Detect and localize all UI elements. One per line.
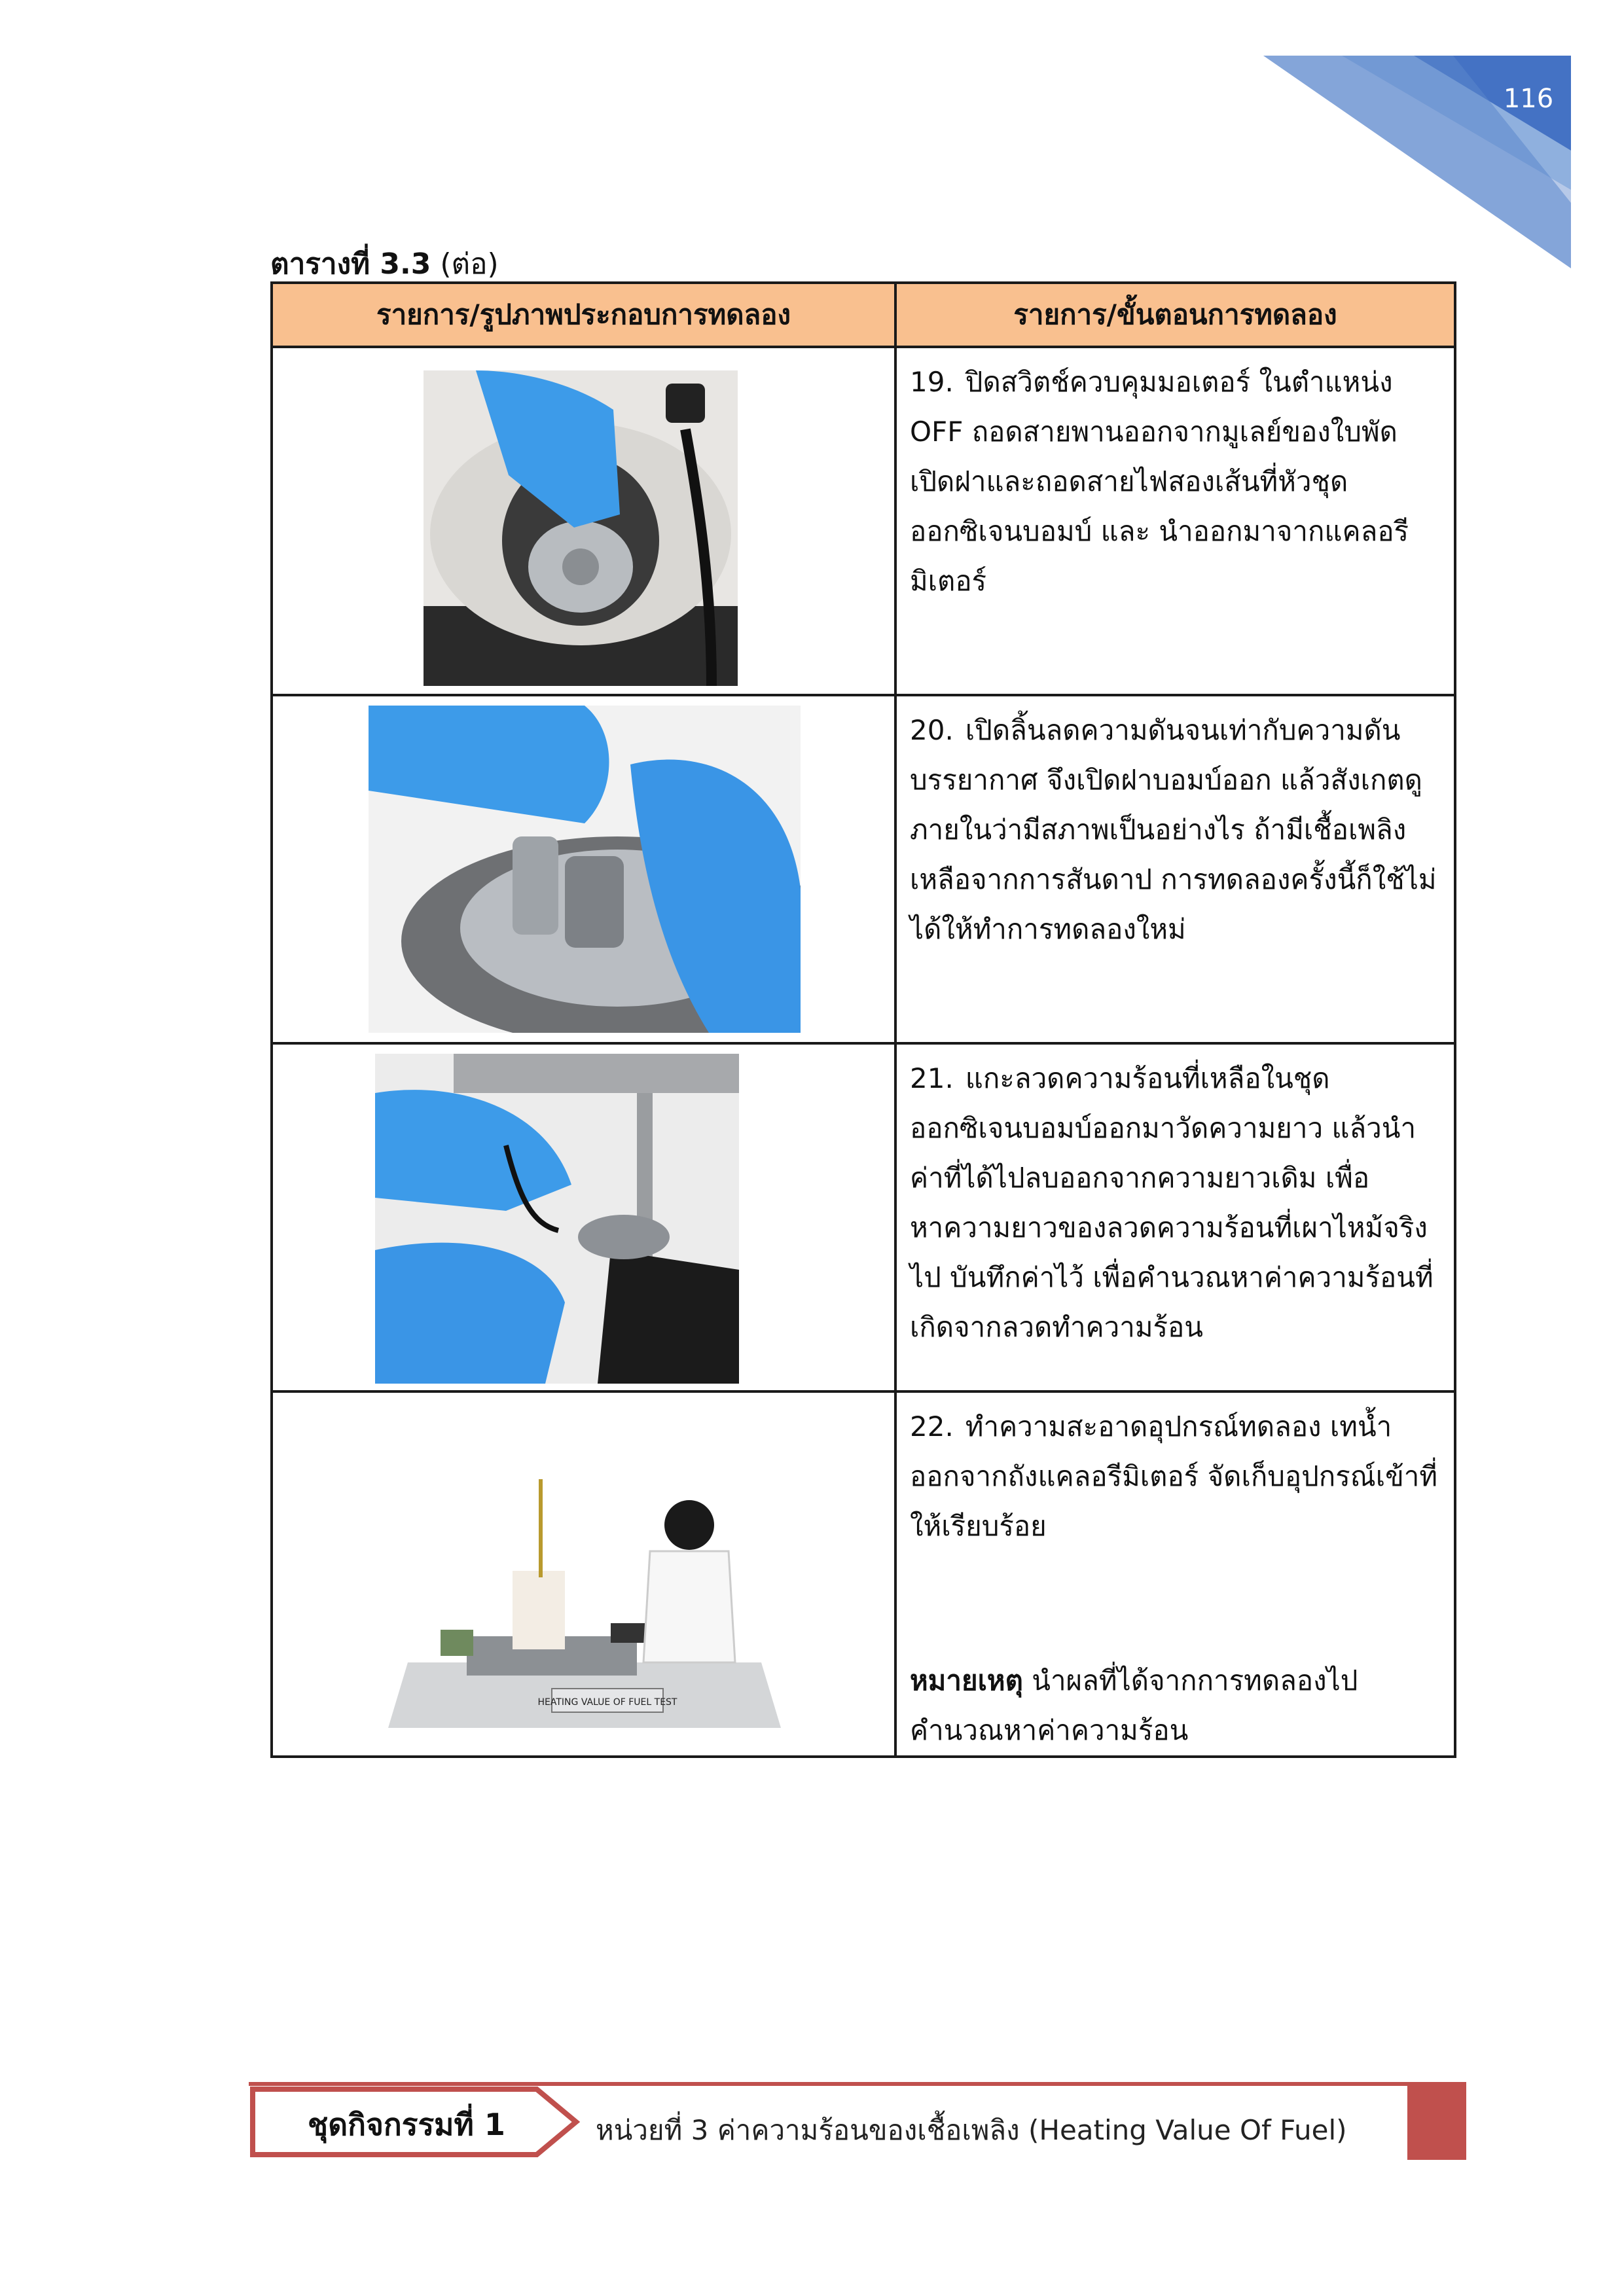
step-number: 19. — [910, 366, 954, 398]
table-row — [272, 1391, 1455, 1757]
step-description: เปิดลิ้นลดความดันจนเท่ากับความดันบรรยากาศ จึงเปิดฝาบอมบ์ออก แล้วสังเกตดูภายในว่ามีสภาพเป็นอย่างไร ถ้ามีเชื้อเพลิงเหลือจากการสันดาป การทดลองครั้งนี้ก็ใช้ไม่ได้ให้ทำการทดลองใหม่ — [910, 714, 1437, 945]
steps-table — [270, 281, 1456, 1758]
note-label: หมายเหตุ — [910, 1664, 1023, 1696]
photo-sign-text: HEATING VALUE OF FUEL TEST — [537, 1697, 677, 1708]
table-row — [272, 1043, 1455, 1391]
calorimeter-lid-photo — [424, 370, 738, 686]
page-number: 116 — [1503, 84, 1554, 114]
corner-decoration — [0, 0, 1624, 314]
step-cell — [895, 1043, 1455, 1391]
step-number: 22. — [910, 1410, 954, 1443]
table-row — [272, 347, 1455, 695]
fuse-wire-photo — [375, 1054, 739, 1384]
image-cell — [272, 1391, 895, 1757]
note-text: นำผลที่ได้จากการทดลองไปคำนวณหาค่าความร้อน — [910, 1664, 1358, 1746]
note — [897, 1656, 1454, 1755]
bomb-head-photo — [369, 706, 801, 1033]
step-number: 21. — [910, 1062, 954, 1094]
caption-label: ตารางที่ 3.3 — [270, 247, 431, 281]
step-number: 20. — [910, 714, 954, 746]
footer-activity-label: ชุดกิจกรรมที่ 1 — [308, 2107, 505, 2142]
step-text — [897, 1393, 1454, 1551]
caption-suffix: (ต่อ) — [440, 247, 499, 281]
footer-unit-title: หน่วยที่ 3 ค่าความร้อนของเชื้อเพลิง (Heating Value Of Fuel) — [596, 2114, 1347, 2146]
table-row — [272, 695, 1455, 1043]
header-image-column: รายการ/รูปภาพประกอบการทดลอง — [272, 283, 895, 347]
step-cell — [895, 695, 1455, 1043]
step-text — [897, 696, 1454, 954]
image-cell — [272, 347, 895, 695]
step-cell — [895, 1391, 1455, 1757]
step-text — [897, 1045, 1454, 1352]
header-step-column: รายการ/ขั้นตอนการทดลอง — [895, 283, 1455, 347]
step-description: แกะลวดความร้อนที่เหลือในชุดออกซิเจนบอมบ์ออกมาวัดความยาว แล้วนำค่าที่ได้ไปลบออกจากความยาวเดิม เพื่อหาความยาวของลวดความร้อนที่เผาไหม้จริงไป บันทึกค่าไว้ เพื่อคำนวณหาค่าความร้อนที่เกิดจากลวดทำความร้อน — [910, 1062, 1434, 1343]
table-caption — [270, 241, 499, 287]
step-cell — [895, 347, 1455, 695]
step-description: ปิดสวิตช์ควบคุมมอเตอร์ ในตำแหน่ง OFF ถอดสายพานออกจากมูเลย์ของใบพัด เปิดฝาและถอดสายไฟสองเส้นที่หัวชุดออกซิเจนบอมบ์ และ นำออกมาจากแคลอรีมิเตอร์ — [910, 366, 1409, 597]
experiment-setup-photo — [388, 1466, 781, 1734]
image-cell — [272, 1043, 895, 1391]
step-description: ทำความสะอาดอุปกรณ์ทดลอง เทน้ำออกจากถังแคลอรีมิเตอร์ จัดเก็บอุปกรณ์เข้าที่ให้เรียบร้อย — [910, 1410, 1438, 1542]
step-text — [897, 348, 1454, 606]
image-cell — [272, 695, 895, 1043]
